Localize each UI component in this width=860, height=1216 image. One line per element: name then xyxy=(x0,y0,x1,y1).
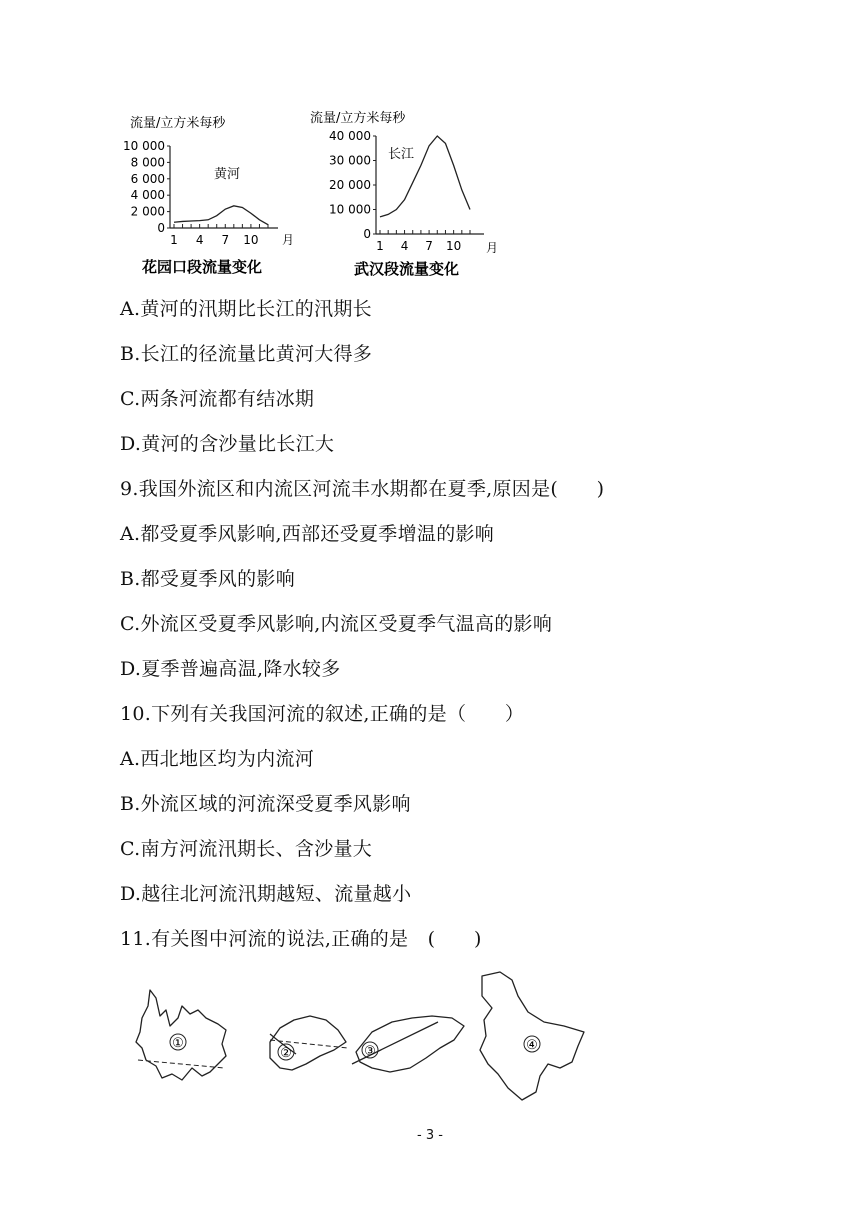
option-9c: C.外流区受夏季风影响,内流区受夏季气温高的影响 xyxy=(120,613,553,635)
chart1-series-label: 黄河 xyxy=(214,167,241,182)
chart1-y-tick-label: 2 000 xyxy=(130,204,165,219)
option-8c: C.两条河流都有结冰期 xyxy=(120,388,315,410)
chart2-y-tick-label: 10 000 xyxy=(329,202,371,217)
map-1-dashed-line xyxy=(138,1060,224,1068)
flow-charts xyxy=(118,102,518,282)
map-2 xyxy=(270,1016,348,1070)
option-10d: D.越往北河流汛期越短、流量越小 xyxy=(120,883,412,905)
option-9a: A.都受夏季风影响,西部还受夏季增温的影响 xyxy=(120,523,495,545)
option-10c: C.南方河流汛期长、含沙量大 xyxy=(120,838,373,860)
map-1 xyxy=(136,990,226,1080)
chart1-x-tick-label: 1 xyxy=(170,233,178,247)
map-3-label: ③ xyxy=(364,1044,376,1059)
chart1-y-tick-label: 8 000 xyxy=(130,155,165,170)
chart2-caption: 武汉段流量变化 xyxy=(354,260,460,278)
chart2-x-tick-label: 10 xyxy=(445,239,462,253)
chart2-ylabel: 流量/立方米每秒 xyxy=(310,111,406,126)
chart1-y-tick-label: 10 000 xyxy=(123,139,165,153)
chart2-y-tick-label: 0 xyxy=(363,227,371,241)
chart1-x-tick-label: 7 xyxy=(221,233,230,247)
question-11: 11.有关图中河流的说法,正确的是 ( ) xyxy=(120,928,482,950)
option-8d: D.黄河的含沙量比长江大 xyxy=(120,433,335,455)
map-1-label: ① xyxy=(172,1036,184,1051)
chart1-y-tick-label: 0 xyxy=(157,221,165,235)
option-9d: D.夏季普遍高温,降水较多 xyxy=(120,658,341,680)
chart2-series-label: 长江 xyxy=(388,147,415,162)
chart1-y-tick-label: 4 000 xyxy=(130,188,165,203)
chart1-y-tick-label: 6 000 xyxy=(130,171,165,186)
option-10a: A.西北地区均为内流河 xyxy=(120,748,315,770)
option-8b: B.长江的径流量比黄河大得多 xyxy=(120,343,373,365)
chart2-y-tick-label: 40 000 xyxy=(329,129,371,143)
question-10: 10.下列有关我国河流的叙述,正确的是（ ） xyxy=(120,703,525,725)
province-maps-svg xyxy=(120,968,620,1108)
chart2-y-tick-label: 30 000 xyxy=(329,153,371,168)
chart-yangtze-river xyxy=(310,110,498,278)
chart2-y-tick-label: 20 000 xyxy=(329,178,371,192)
option-10b: B.外流区域的河流深受夏季风影响 xyxy=(120,793,411,815)
chart1-x-unit: 月 xyxy=(282,233,295,247)
chart2-x-tick-label: 1 xyxy=(376,239,384,253)
chart2-x-unit: 月 xyxy=(486,241,499,255)
page-number: - 3 - xyxy=(417,1128,443,1143)
map-4-label: ④ xyxy=(526,1038,538,1053)
chart2-x-tick-label: 7 xyxy=(425,239,433,253)
chart2-x-tick-label: 4 xyxy=(400,239,409,253)
question-9: 9.我国外流区和内流区河流丰水期都在夏季,原因是( ) xyxy=(120,478,605,500)
map-4 xyxy=(480,972,584,1100)
chart1-x-tick-label: 10 xyxy=(243,233,259,247)
chart1-x-tick-label: 4 xyxy=(195,233,204,247)
flow-charts-svg xyxy=(118,102,518,282)
chart-yellow-river xyxy=(123,115,294,276)
map-3 xyxy=(352,1016,464,1072)
map-2-label: ② xyxy=(280,1046,292,1061)
option-9b: B.都受夏季风的影响 xyxy=(120,568,296,590)
option-8a: A.黄河的汛期比长江的汛期长 xyxy=(120,298,372,320)
province-maps xyxy=(120,968,620,1108)
chart1-series-line xyxy=(174,206,268,225)
chart1-ylabel: 流量/立方米每秒 xyxy=(130,116,226,131)
chart1-caption: 花园口段流量变化 xyxy=(142,258,263,276)
